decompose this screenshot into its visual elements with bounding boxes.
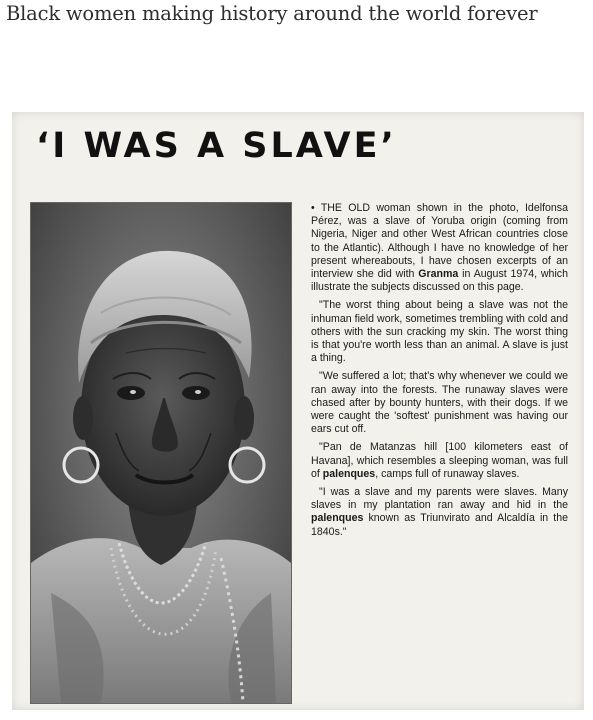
portrait-photo [30,202,292,704]
paragraph-text: , camps full of runaway slaves. [375,467,520,480]
headline: ‘I WAS A SLAVE’ [36,126,397,166]
paragraph-text: known as Triunvirato and Alcaldía in the 1840s." [311,512,568,538]
page-caption: Black women making history around the world forever [6,2,538,25]
article-paragraph-4 [311,441,568,481]
paragraph-text: "Pan de Matanzas hill [100 kilometers east of Havana], which resembles a sleeping woman, was full of [311,441,568,480]
bold-term: palenques [311,512,364,525]
article-text [311,202,568,544]
article-paragraph-1 [311,202,568,294]
bold-term: palenques [322,467,376,480]
paragraph-text: "I was a slave and my parents were slaves. Many slaves in my plantation ran away and hid in the [311,486,568,512]
paragraph-text: in August 1974, which illustrate the subjects discussed on this page. [311,268,568,294]
bullet: • [311,202,321,214]
article-paragraph-3: "We suffered a lot; that's why whenever we could we ran away into the forests. The runaway slaves were chased after by bounty hunters, with their dogs. If we were caught the 'softest' punishment was having our ears cut off. [311,370,568,436]
newspaper-clipping [12,112,584,710]
article-paragraph-5 [311,486,568,539]
portrait-illustration [31,203,291,703]
paragraph-text: THE OLD woman shown in the photo, Idelfonsa Pérez, was a slave of Yoruba origin (coming from Nigeria, Niger and other West African countries close to the Atlantic). Although I have no knowledge of her present whereabouts, I have chosen excerpts of an interview she did with [311,202,568,281]
bold-term: Granma [418,268,459,281]
article-paragraph-2: "The worst thing about being a slave was not the inhuman field work, sometimes trembling with cold and others with the sun cracking my skin. The worst thing is that you're worth less than an animal. A slave is just a thing. [311,299,568,365]
